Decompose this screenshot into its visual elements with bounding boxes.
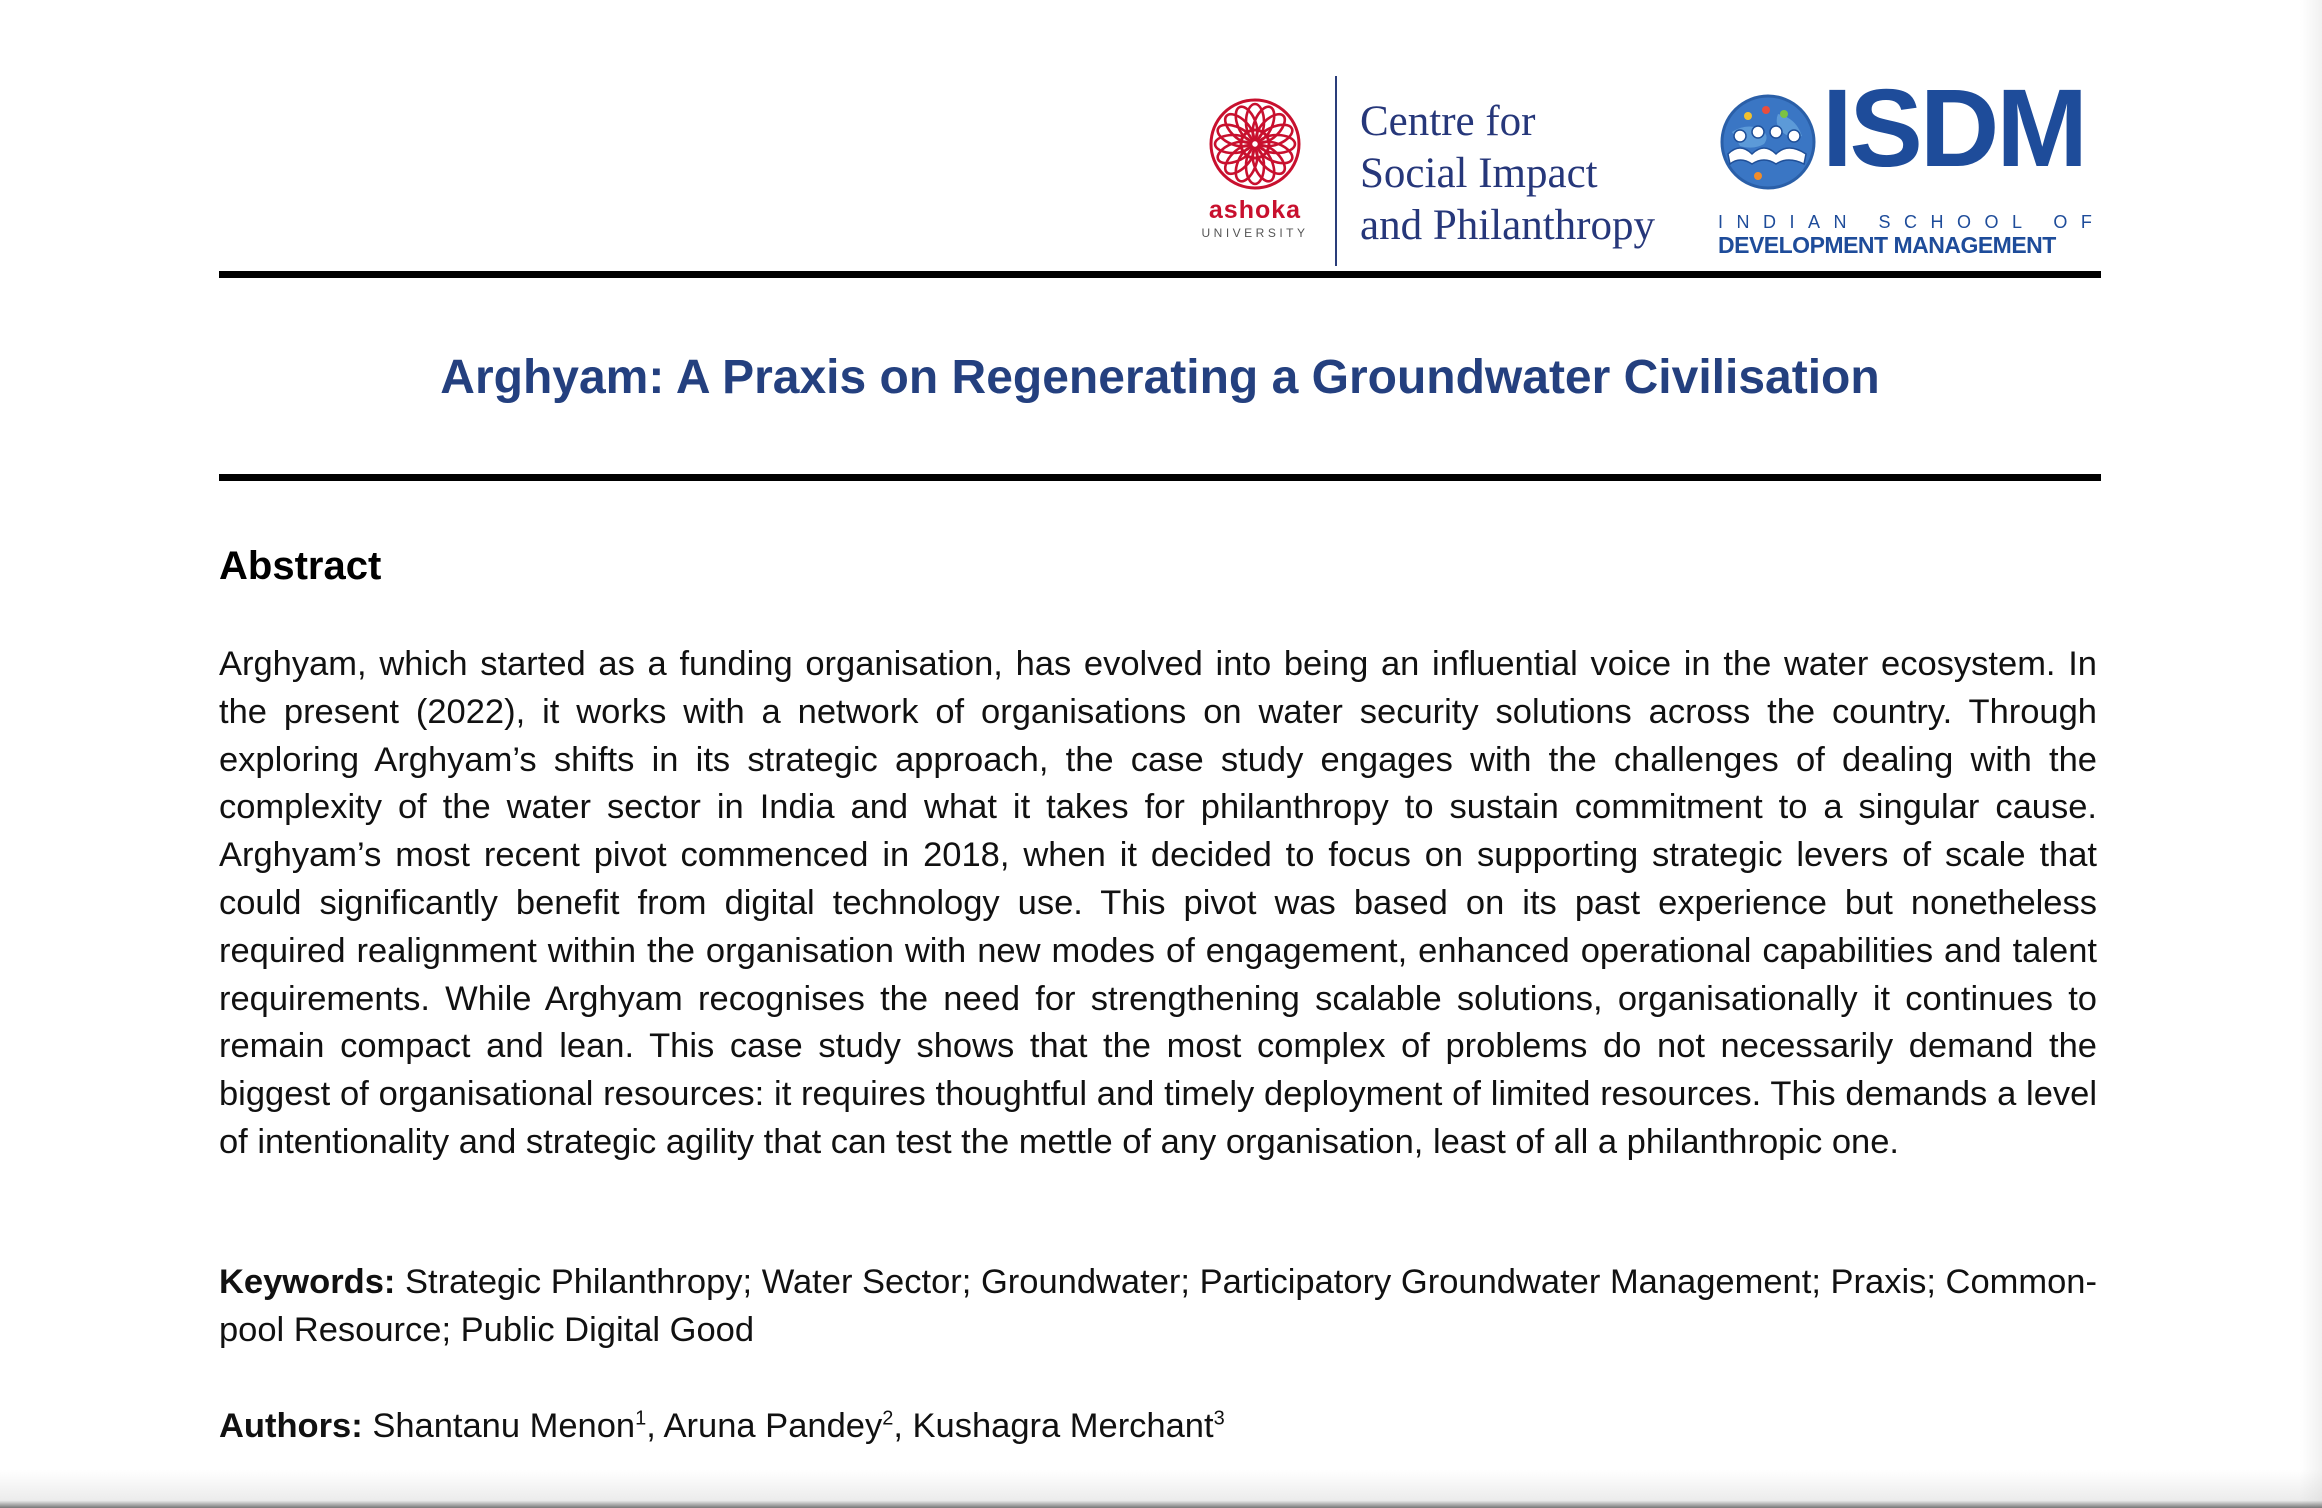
authors-label: Authors: [219,1407,363,1445]
csip-line-3: and Philanthropy [1360,202,1655,249]
isdm-globe-icon [1718,92,1818,192]
author-separator: , [893,1407,913,1445]
ashoka-university-logo [1190,96,1320,256]
csip-line-2: Social Impact [1360,150,1598,197]
authors-line [219,1403,2097,1451]
author-affiliation-sup: 3 [1213,1407,1225,1430]
ashoka-wordmark: ashoka [1208,196,1302,224]
logo-divider [1335,76,1337,266]
isdm-subtitle-2: DEVELOPMENT MANAGEMENT [1718,232,2056,258]
keywords-text: Strategic Philanthropy; Water Sector; Groundwater; Participatory Groundwater Management; Praxis; Common-pool Resource; Public Digital Good [219,1263,2097,1349]
isdm-subtitle-1: INDIAN SCHOOL OF [1718,212,2106,232]
title-rule-bottom [219,474,2101,481]
page-edge-shadow-bottom [0,1470,2322,1508]
author-affiliation-sup: 1 [635,1407,647,1430]
page-edge-shadow-right [2300,0,2322,1508]
author-name: Shantanu Menon [372,1407,636,1445]
ashoka-rosette-icon [1207,96,1303,192]
author-name: Aruna Pandey [663,1407,883,1445]
ashoka-university-label: UNIVERSITY [1201,226,1309,240]
keywords-label: Keywords: [219,1263,396,1301]
author-affiliation-sup: 2 [882,1407,894,1430]
csip-logo-text [1360,96,1690,252]
abstract-body: Arghyam, which started as a funding organisation, has evolved into being an influential voice in the water ecosystem. In the present (2022), it works with a network of organisations on water security solutions across the country. Through exploring Arghyam’s shifts in its strategic approach, the case study engages with the challenges of dealing with the complexity of the water sector in India and what it takes for philanthropy to sustain commitment to a singular cause. Arghyam’s most recent pivot commenced in 2018, when it decided to focus on supporting strategic levers of scale that could significantly benefit from digital technology use. This pivot was based on its past experience but nonetheless required realignment within the organisation with new modes of engagement, enhanced operational capabilities and talent requirements. While Arghyam recognises the need for strengthening scalable solutions, organisationally it continues to remain compact and lean. This case study shows that the most complex of problems do not necessarily demand the biggest of organisational resources: it requires thoughtful and timely deployment of limited resources. This demands a level of intentionality and strategic agility that can test the mettle of any organisation, least of all a philanthropic one. [219,645,2097,1161]
title-rule-top [219,271,2101,278]
author-name: Kushagra Merchant [912,1407,1214,1445]
csip-line-1: Centre for [1360,98,1536,145]
isdm-acronym: ISDM [1822,67,2085,190]
isdm-logo [1718,67,2108,262]
document-title: Arghyam: A Praxis on Regenerating a Groundwater Civilisation [440,351,1880,404]
keywords-paragraph [219,1259,2097,1355]
author-separator: , [646,1407,664,1445]
header-logos [1180,67,2106,272]
abstract-heading: Abstract [219,544,382,588]
